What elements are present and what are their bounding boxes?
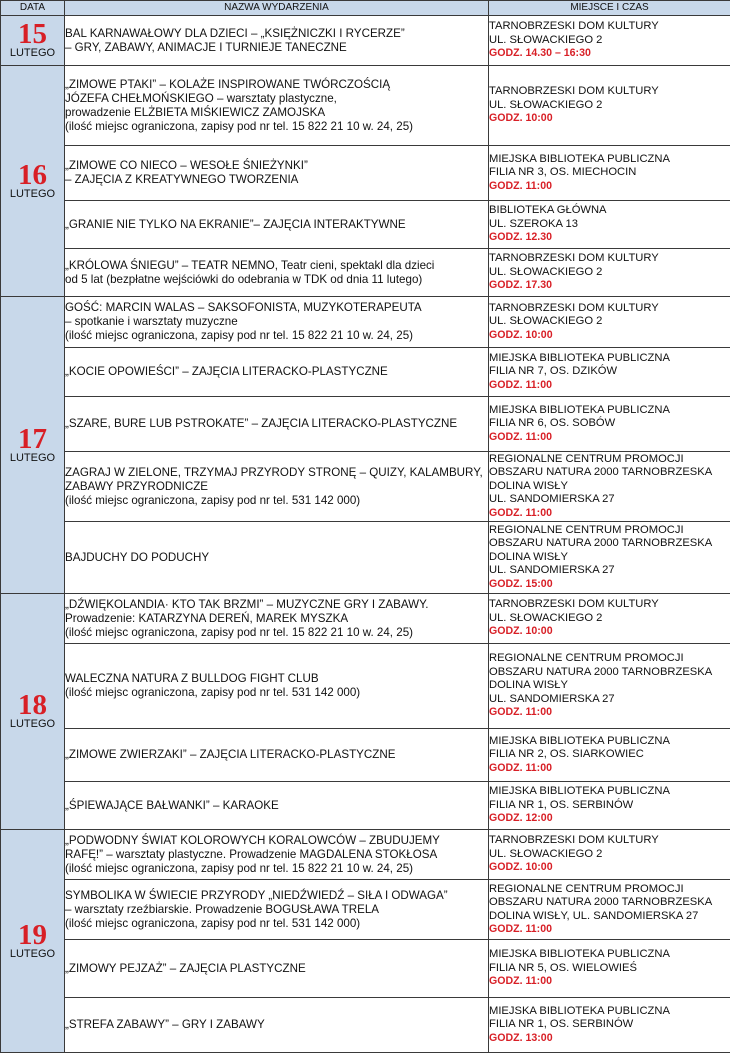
day-number: 15 xyxy=(1,21,64,47)
place-time-cell xyxy=(489,249,730,297)
place-line: MIEJSKA BIBLIOTEKA PUBLICZNA xyxy=(489,785,730,798)
event-name-cell xyxy=(65,201,489,249)
event-name-line: „ZIMOWY PEJZAŻ” – ZAJĘCIA PLASTYCZNE xyxy=(65,962,488,976)
place-time-cell xyxy=(489,782,730,830)
event-name-line: „ZIMOWE ZWIERZAKI” – ZAJĘCIA LITERACKO-PLASTYCZNE xyxy=(65,748,488,762)
place-line: UL. SZEROKA 13 xyxy=(489,218,730,231)
place-line: TARNOBRZESKI DOM KULTURY xyxy=(489,834,730,847)
event-time: GODZ. 11:00 xyxy=(489,706,730,719)
place-line: OBSZARU NATURA 2000 TARNOBRZESKA xyxy=(489,666,730,679)
place-time-cell xyxy=(489,830,730,880)
event-name-line: „SZARE, BURE LUB PSTROKATE” – ZAJĘCIA LITERACKO-PLASTYCZNE xyxy=(65,417,488,431)
place-line: FILIA NR 7, OS. DZIKÓW xyxy=(489,365,730,378)
place-line: UL. SANDOMIERSKA 27 xyxy=(489,693,730,706)
event-time: GODZ. 10:00 xyxy=(489,625,730,638)
event-time: GODZ. 12.30 xyxy=(489,231,730,244)
event-row xyxy=(1,880,730,940)
event-name-cell xyxy=(65,348,489,397)
place-line: MIEJSKA BIBLIOTEKA PUBLICZNA xyxy=(489,948,730,961)
day-month: LUTEGO xyxy=(1,188,64,201)
place-line: OBSZARU NATURA 2000 TARNOBRZESKA xyxy=(489,466,730,479)
place-line: TARNOBRZESKI DOM KULTURY xyxy=(489,598,730,611)
event-name-line: – ZAJĘCIA Z KREATYWNEGO TWORZENIA xyxy=(65,173,488,187)
place-line: TARNOBRZESKI DOM KULTURY xyxy=(489,20,730,33)
event-time: GODZ. 11:00 xyxy=(489,431,730,444)
event-name-cell xyxy=(65,998,489,1053)
event-name-line: RAFĘ!” – warsztaty plastyczne. Prowadzenie MAGDALENA STOKŁOSA xyxy=(65,848,488,862)
place-line: TARNOBRZESKI DOM KULTURY xyxy=(489,302,730,315)
place-line: REGIONALNE CENTRUM PROMOCJI xyxy=(489,524,730,537)
day-number: 16 xyxy=(1,162,64,188)
event-row xyxy=(1,782,730,830)
place-line: REGIONALNE CENTRUM PROMOCJI xyxy=(489,883,730,896)
place-time-cell xyxy=(489,729,730,782)
event-name-cell xyxy=(65,16,489,66)
place-line: MIEJSKA BIBLIOTEKA PUBLICZNA xyxy=(489,404,730,417)
place-line: OBSZARU NATURA 2000 TARNOBRZESKA xyxy=(489,537,730,550)
event-name-line: BAJDUCHY DO PODUCHY xyxy=(65,551,488,565)
event-time: GODZ. 11:00 xyxy=(489,762,730,775)
event-row xyxy=(1,594,730,644)
event-row xyxy=(1,249,730,297)
date-cell xyxy=(1,66,65,297)
event-name-cell xyxy=(65,880,489,940)
date-cell xyxy=(1,830,65,1053)
place-line: FILIA NR 1, OS. SERBINÓW xyxy=(489,1018,730,1031)
schedule-body xyxy=(1,16,730,1053)
event-row xyxy=(1,66,730,146)
event-time: GODZ. 10:00 xyxy=(489,329,730,342)
place-line: DOLINA WISŁY, UL. SANDOMIERSKA 27 xyxy=(489,910,730,923)
place-line: MIEJSKA BIBLIOTEKA PUBLICZNA xyxy=(489,735,730,748)
place-time-cell xyxy=(489,452,730,522)
event-name-line: od 5 lat (bezpłatne wejściówki do odebrania w TDK od dnia 11 lutego) xyxy=(65,273,488,287)
event-name-line: (ilość miejsc ograniczona, zapisy pod nr tel. 531 142 000) xyxy=(65,917,488,931)
place-time-cell xyxy=(489,522,730,594)
place-line: UL. SANDOMIERSKA 27 xyxy=(489,493,730,506)
event-name-line: „GRANIE NIE TYLKO NA EKRANIE”– ZAJĘCIA INTERAKTYWNE xyxy=(65,218,488,232)
place-time-cell xyxy=(489,397,730,452)
event-name-line: „STREFA ZABAWY” – GRY I ZABAWY xyxy=(65,1018,488,1032)
event-name-cell xyxy=(65,452,489,522)
header-place: MIEJSCE I CZAS xyxy=(489,1,730,16)
event-name-cell xyxy=(65,729,489,782)
event-time: GODZ. 12:00 xyxy=(489,812,730,825)
date-cell xyxy=(1,16,65,66)
event-name-line: „PODWODNY ŚWIAT KOLOROWYCH KORALOWCÓW – ZBUDUJEMY xyxy=(65,834,488,848)
event-name-line: ZABAWY PRZYRODNICZE xyxy=(65,480,488,494)
event-name-line: „ŚPIEWAJĄCE BAŁWANKI” – KARAOKE xyxy=(65,799,488,813)
day-number: 18 xyxy=(1,692,64,718)
event-time: GODZ. 10:00 xyxy=(489,861,730,874)
event-name-line: (ilość miejsc ograniczona, zapisy pod nr tel. 15 822 21 10 w. 24, 25) xyxy=(65,862,488,876)
place-line: TARNOBRZESKI DOM KULTURY xyxy=(489,85,730,98)
event-name-line: – spotkanie i warsztaty muzyczne xyxy=(65,315,488,329)
event-row xyxy=(1,297,730,348)
event-name-line: (ilość miejsc ograniczona, zapisy pod nr tel. 15 822 21 10 w. 24, 25) xyxy=(65,626,488,640)
event-time: GODZ. 11:00 xyxy=(489,923,730,936)
event-row xyxy=(1,146,730,201)
event-name-line: „ZIMOWE CO NIECO – WESOŁE ŚNIEŻYNKI” xyxy=(65,159,488,173)
place-line: DOLINA WISŁY xyxy=(489,679,730,692)
place-line: UL. SŁOWACKIEGO 2 xyxy=(489,848,730,861)
event-row xyxy=(1,452,730,522)
place-time-cell xyxy=(489,644,730,729)
event-name-line: „ZIMOWE PTAKI” – KOLAŻE INSPIROWANE TWÓRCZOŚCIĄ xyxy=(65,78,488,92)
place-line: FILIA NR 2, OS. SIARKOWIEC xyxy=(489,748,730,761)
day-month: LUTEGO xyxy=(1,718,64,731)
event-time: GODZ. 13:00 xyxy=(489,1032,730,1045)
place-time-cell xyxy=(489,146,730,201)
event-row xyxy=(1,397,730,452)
event-name-cell xyxy=(65,249,489,297)
event-name-line: (ilość miejsc ograniczona, zapisy pod nr tel. 15 822 21 10 w. 24, 25) xyxy=(65,120,488,134)
place-line: UL. SŁOWACKIEGO 2 xyxy=(489,266,730,279)
place-line: FILIA NR 1, OS. SERBINÓW xyxy=(489,799,730,812)
place-line: UL. SŁOWACKIEGO 2 xyxy=(489,34,730,47)
day-number: 17 xyxy=(1,426,64,452)
header-event: NAZWA WYDARZENIA xyxy=(65,1,489,16)
event-name-line: JÓZEFA CHEŁMOŃSKIEGO – warsztaty plastyczne, xyxy=(65,92,488,106)
event-time: GODZ. 15:00 xyxy=(489,578,730,591)
day-number: 19 xyxy=(1,922,64,948)
event-time: GODZ. 11:00 xyxy=(489,379,730,392)
event-name-line: GOŚĆ: MARCIN WALAS – SAKSOFONISTA, MUZYKOTERAPEUTA xyxy=(65,301,488,315)
event-row xyxy=(1,830,730,880)
place-time-cell xyxy=(489,201,730,249)
place-time-cell xyxy=(489,297,730,348)
event-name-line: „KOCIE OPOWIEŚCI” – ZAJĘCIA LITERACKO-PLASTYCZNE xyxy=(65,365,488,379)
place-line: FILIA NR 3, OS. MIECHOCIN xyxy=(489,166,730,179)
event-row xyxy=(1,348,730,397)
event-name-cell xyxy=(65,66,489,146)
event-row xyxy=(1,644,730,729)
place-time-cell xyxy=(489,348,730,397)
day-month: LUTEGO xyxy=(1,948,64,961)
event-name-cell xyxy=(65,940,489,998)
event-name-cell xyxy=(65,146,489,201)
event-time: GODZ. 14.30 – 16:30 xyxy=(489,47,730,60)
event-name-cell xyxy=(65,522,489,594)
place-time-cell xyxy=(489,66,730,146)
event-time: GODZ. 11:00 xyxy=(489,507,730,520)
date-cell xyxy=(1,594,65,830)
event-name-line: Prowadzenie: KATARZYNA DEREŃ, MAREK MYSZKA xyxy=(65,612,488,626)
event-row xyxy=(1,729,730,782)
event-name-line: – GRY, ZABAWY, ANIMACJE I TURNIEJE TANECZNE xyxy=(65,41,488,55)
event-row xyxy=(1,16,730,66)
event-name-line: SYMBOLIKA W ŚWIECIE PRZYRODY „NIEDŹWIEDŹ – SIŁA I ODWAGA” xyxy=(65,889,488,903)
event-name-line: (ilość miejsc ograniczona, zapisy pod nr tel. 15 822 21 10 w. 24, 25) xyxy=(65,329,488,343)
place-line: REGIONALNE CENTRUM PROMOCJI xyxy=(489,652,730,665)
event-name-cell xyxy=(65,830,489,880)
event-time: GODZ. 11:00 xyxy=(489,180,730,193)
header-row xyxy=(1,1,730,16)
event-name-line: prowadzenie ELŻBIETA MIŚKIEWICZ ZAMOJSKA xyxy=(65,106,488,120)
event-row xyxy=(1,998,730,1053)
event-row xyxy=(1,201,730,249)
place-line: DOLINA WISŁY xyxy=(489,480,730,493)
event-name-cell xyxy=(65,644,489,729)
place-line: REGIONALNE CENTRUM PROMOCJI xyxy=(489,453,730,466)
event-name-line: BAL KARNAWAŁOWY DLA DZIECI – „KSIĘŻNICZKI I RYCERZE” xyxy=(65,27,488,41)
place-line: MIEJSKA BIBLIOTEKA PUBLICZNA xyxy=(489,1005,730,1018)
place-line: OBSZARU NATURA 2000 TARNOBRZESKA xyxy=(489,896,730,909)
event-time: GODZ. 17.30 xyxy=(489,279,730,292)
event-name-line: WALECZNA NATURA Z BULLDOG FIGHT CLUB xyxy=(65,672,488,686)
event-name-line: „DŹWIĘKOLANDIA· KTO TAK BRZMI” – MUZYCZNE GRY I ZABAWY. xyxy=(65,598,488,612)
event-name-cell xyxy=(65,297,489,348)
place-time-cell xyxy=(489,880,730,940)
event-name-line: (ilość miejsc ograniczona, zapisy pod nr tel. 531 142 000) xyxy=(65,686,488,700)
event-name-line: ZAGRAJ W ZIELONE, TRZYMAJ PRZYRODY STRONĘ – QUIZY, KALAMBURY, xyxy=(65,466,488,480)
day-month: LUTEGO xyxy=(1,47,64,60)
place-time-cell xyxy=(489,16,730,66)
date-cell xyxy=(1,297,65,594)
place-line: BIBLIOTEKA GŁÓWNA xyxy=(489,204,730,217)
event-name-cell xyxy=(65,782,489,830)
place-line: MIEJSKA BIBLIOTEKA PUBLICZNA xyxy=(489,352,730,365)
place-time-cell xyxy=(489,940,730,998)
place-time-cell xyxy=(489,594,730,644)
event-name-line: „KRÓLOWA ŚNIEGU” – TEATR NEMNO, Teatr cieni, spektakl dla dzieci xyxy=(65,259,488,273)
place-line: MIEJSKA BIBLIOTEKA PUBLICZNA xyxy=(489,153,730,166)
event-name-cell xyxy=(65,594,489,644)
place-line: FILIA NR 6, OS. SOBÓW xyxy=(489,417,730,430)
event-row xyxy=(1,940,730,998)
event-name-cell xyxy=(65,397,489,452)
place-line: UL. SŁOWACKIEGO 2 xyxy=(489,99,730,112)
place-line: FILIA NR 5, OS. WIELOWIEŚ xyxy=(489,962,730,975)
place-line: UL. SANDOMIERSKA 27 xyxy=(489,564,730,577)
place-line: DOLINA WISŁY xyxy=(489,551,730,564)
place-line: UL. SŁOWACKIEGO 2 xyxy=(489,315,730,328)
place-time-cell xyxy=(489,998,730,1053)
header-date: DATA xyxy=(1,1,65,16)
event-name-line: – warsztaty rzeźbiarskie. Prowadzenie BOGUSŁAWA TRELA xyxy=(65,903,488,917)
event-time: GODZ. 10:00 xyxy=(489,112,730,125)
day-month: LUTEGO xyxy=(1,452,64,465)
event-time: GODZ. 11:00 xyxy=(489,975,730,988)
place-line: TARNOBRZESKI DOM KULTURY xyxy=(489,252,730,265)
event-name-line: (ilość miejsc ograniczona, zapisy pod nr tel. 531 142 000) xyxy=(65,494,488,508)
event-row xyxy=(1,522,730,594)
place-line: UL. SŁOWACKIEGO 2 xyxy=(489,612,730,625)
